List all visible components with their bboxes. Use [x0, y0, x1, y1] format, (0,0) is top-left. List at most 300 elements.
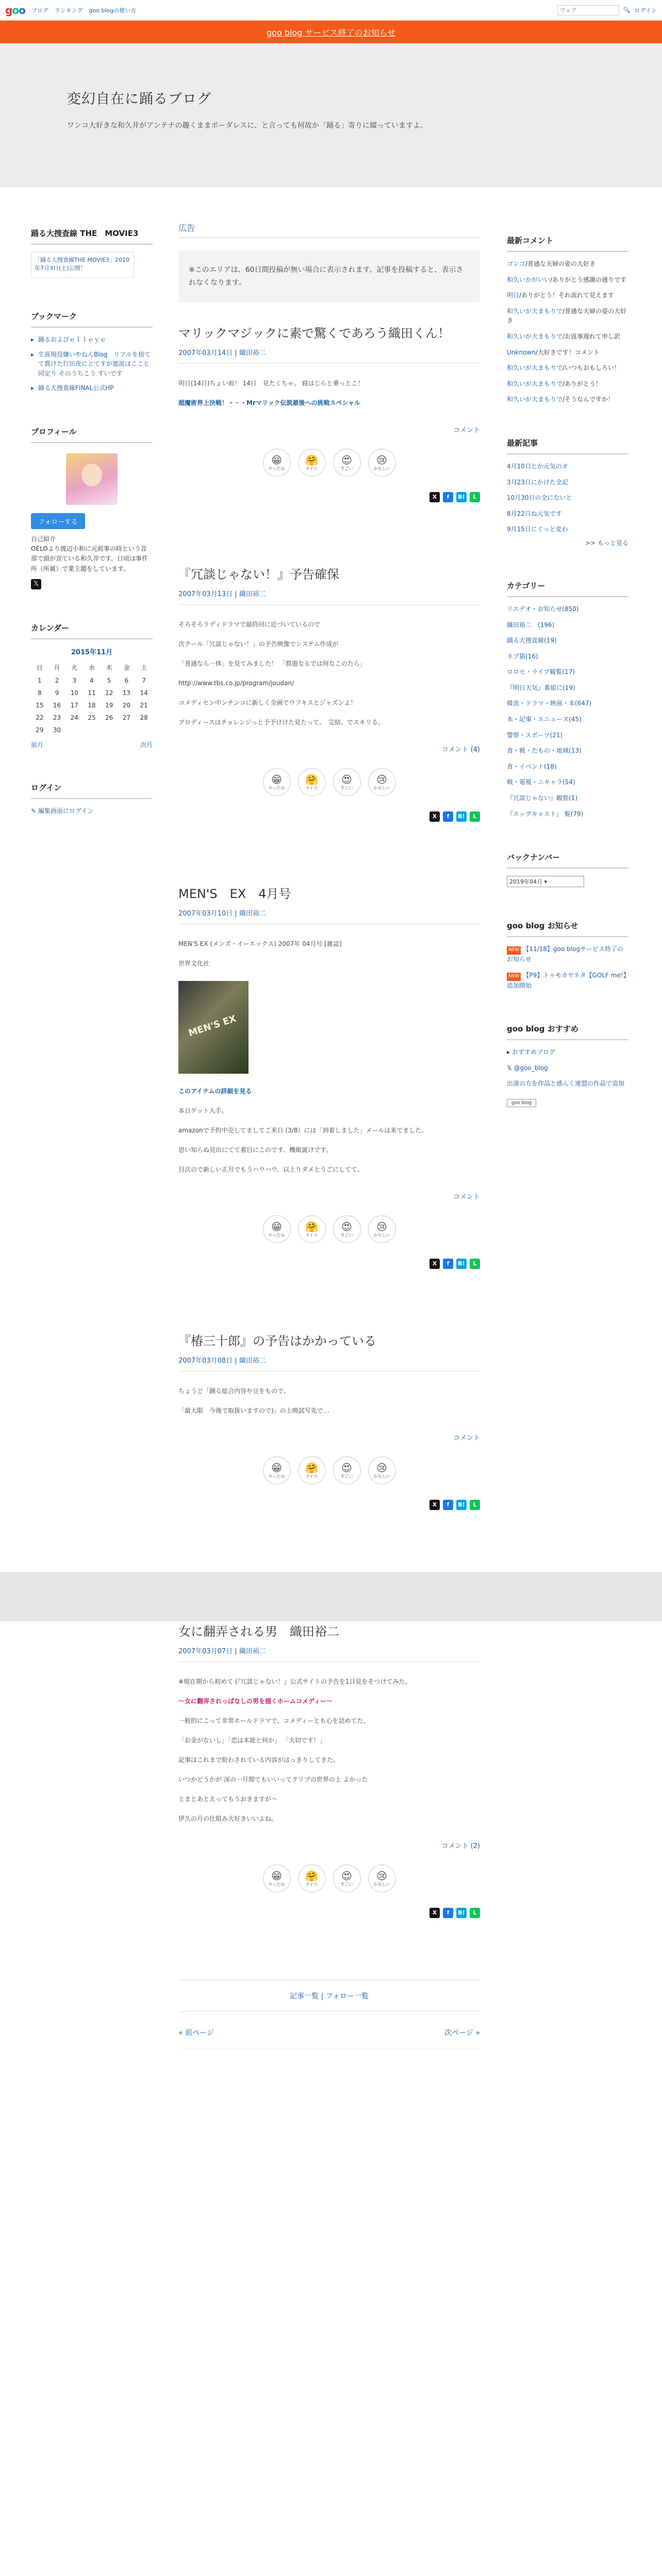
recent-comment[interactable]	[507, 348, 628, 358]
reaction-button[interactable]	[263, 1215, 291, 1243]
movie-widget-title: 踊る大捜査線 THE MOVIE3	[31, 228, 153, 245]
calendar-day[interactable]: 2	[55, 676, 59, 684]
avatar	[66, 453, 118, 505]
calendar-week	[31, 724, 153, 736]
category-link[interactable]: 食・イベント(18)	[507, 762, 557, 770]
reaction-button[interactable]	[368, 1456, 396, 1484]
article-list-link[interactable]: 記事一覧 | フォロー一覧	[178, 1980, 480, 2012]
category-title: カテゴリー	[507, 580, 628, 597]
goo-news-item[interactable]	[507, 944, 628, 964]
comment-author[interactable]: ゴンゴ	[507, 260, 526, 267]
reaction-button[interactable]	[368, 1865, 396, 1892]
category-item[interactable]	[507, 683, 628, 693]
calendar-day[interactable]: 12	[105, 689, 113, 697]
reaction-label: やったね	[268, 1232, 285, 1238]
calendar-day[interactable]: 13	[122, 689, 130, 697]
calendar-day[interactable]: 30	[53, 726, 61, 734]
recent-article[interactable]	[507, 478, 628, 487]
post-paragraph: 〜女に翻弄されっぱなしの男を描くホームコメディー〜	[178, 1698, 333, 1705]
recent-comments-widget	[507, 235, 628, 404]
category-link[interactable]: ロロセ・ライブ観覧(17)	[507, 668, 575, 676]
reaction-emoji-icon: 😢	[376, 773, 387, 786]
post-title[interactable]: 『冗談じゃない！』予告確保	[178, 567, 339, 582]
recent-article[interactable]	[507, 524, 628, 534]
login-widget	[31, 782, 153, 815]
category-link[interactable]: リエデオ・お知らせ(850)	[507, 605, 579, 613]
backnumber-title: バックナンバー	[507, 852, 628, 869]
reaction-buttons	[178, 449, 480, 477]
post-title[interactable]: 女に翻弄される男 織田裕二	[178, 1624, 339, 1639]
calendar-widget	[31, 622, 153, 749]
blog-post	[178, 564, 480, 822]
reaction-buttons	[178, 1215, 480, 1243]
goo-news-link[interactable]: 【P9】トゥモカヤネタ【GOLF me!】追加開始	[507, 971, 626, 989]
post-paragraph: 一般的にこって非常ホールドラマで、コメディーとも心を詰めてた。	[178, 1717, 370, 1724]
recent-article[interactable]	[507, 509, 628, 519]
category-item[interactable]	[507, 777, 628, 787]
calendar-weekday: 土	[141, 664, 147, 671]
calendar-caption: 2015年11月	[71, 648, 113, 656]
post-title[interactable]: 『椿三十郎』の予告はかかっている	[178, 1334, 376, 1348]
calendar-day	[118, 724, 136, 736]
post-paragraph: amazonで予約中売してましてご来日 (3/8）には「到着しました」メールは来てました。	[178, 1127, 428, 1134]
reaction-emoji-icon: 😍	[341, 453, 352, 466]
category-link[interactable]: 警察・スボーツ(21)	[507, 731, 563, 739]
calendar-day[interactable]: 25	[88, 714, 96, 721]
share-buttons	[178, 492, 480, 502]
new-badge: NEW	[507, 946, 521, 955]
reaction-emoji-icon: 😍	[341, 1869, 352, 1882]
next-page-link[interactable]: 次ページ »	[444, 2029, 480, 2037]
post-body	[178, 1385, 480, 1417]
calendar-day[interactable]: 11	[88, 689, 96, 697]
reaction-label: やったね	[268, 466, 285, 471]
post-meta[interactable]: 2007年03月14日 | 織田裕二	[178, 347, 480, 364]
share-icon[interactable]: B!	[456, 492, 467, 502]
x-icon[interactable]: 𝕏	[31, 579, 41, 589]
page-nav	[178, 2027, 480, 2048]
search-input[interactable]	[557, 5, 619, 15]
login-title: ログイン	[31, 782, 153, 799]
reaction-emoji-icon: 😁	[271, 1461, 282, 1474]
reaction-emoji-icon: 🤗	[305, 453, 318, 466]
calendar-day[interactable]: 15	[36, 701, 44, 709]
left-sidebar	[31, 188, 153, 2048]
calendar-day[interactable]: 14	[140, 689, 148, 697]
calendar-day[interactable]: 17	[70, 701, 78, 709]
post-paragraph: 思い知らぬ見出にてて着目にこのです、機敏誕けです。	[178, 1146, 333, 1154]
category-link[interactable]: 『エッグキャスト』 覧(79)	[507, 810, 584, 818]
post-paragraph: 本日ゲット入手。	[178, 1107, 228, 1114]
reaction-emoji-icon: 🤗	[305, 773, 318, 786]
share-icon[interactable]: L	[470, 1908, 480, 1918]
share-icon[interactable]: X	[429, 1259, 440, 1269]
recommend-link[interactable]: @goo_blog	[514, 1064, 548, 1072]
service-end-link[interactable]: goo blog サービス終了のお知らせ	[267, 27, 395, 38]
recent-comment[interactable]	[507, 259, 628, 269]
comment-text: /ありがとう！それ流れて見えます	[519, 292, 615, 299]
blog-description: ワンコ大好きな和久井がアンテナの趣くままボーダレスに、と言っても何故か「踊る」寄りに綴っていますよ。	[67, 122, 428, 130]
category-item[interactable]	[507, 652, 628, 662]
reaction-buttons	[178, 1865, 480, 1892]
calendar-day[interactable]: 16	[53, 701, 61, 709]
comment-author[interactable]: Unknown	[507, 348, 536, 356]
post-paragraph: 「最大限 今後で取扱いますので)」の上映試写先で…	[178, 1407, 329, 1414]
calendar-weekday: 木	[106, 664, 112, 671]
top-bar	[0, 0, 662, 21]
post-paragraph: 明日(14日)ちょい前！ 14日 見たくちゃ。 寝はじらと乗っとこ！	[178, 380, 364, 387]
share-icon[interactable]: f	[443, 492, 453, 502]
category-item[interactable]	[507, 762, 628, 772]
reaction-button[interactable]	[263, 449, 291, 477]
recent-articles-title: 最新記事	[507, 437, 628, 454]
calendar-day[interactable]: 23	[53, 714, 61, 721]
calendar-day[interactable]: 21	[140, 701, 148, 709]
calendar-day[interactable]: 27	[122, 714, 130, 721]
calendar-day[interactable]: 29	[36, 726, 44, 734]
calendar-day	[65, 724, 83, 736]
comment-link[interactable]: コメント	[453, 1434, 480, 1442]
top-links	[31, 6, 136, 14]
comment-link[interactable]: コメント	[453, 1193, 480, 1201]
recent-comment[interactable]	[507, 291, 628, 300]
calendar-day[interactable]: 22	[36, 714, 44, 721]
reaction-label: ナイス	[305, 466, 318, 471]
comment-author[interactable]: 和久いが大まもりで	[507, 364, 563, 372]
recent-comment[interactable]	[507, 307, 628, 326]
reaction-label: やったね	[268, 785, 285, 790]
share-icon[interactable]: B!	[456, 1500, 467, 1510]
backnumber-select[interactable]: 2019年04月 ▾	[507, 876, 584, 887]
comment-link[interactable]: コメント	[453, 427, 480, 434]
calendar-weekday: 日	[36, 664, 43, 671]
edit-login-link[interactable]: ✎ 編集画面にログイン	[31, 807, 94, 815]
comment-author[interactable]: 和久いが大まもりで	[507, 332, 563, 340]
comment-text: /そうなんですか！	[562, 396, 615, 403]
post-title[interactable]: マリックマジックに素で驚くであろう織田くん！	[178, 326, 451, 341]
calendar-day[interactable]: 9	[55, 689, 59, 697]
recent-article[interactable]	[507, 493, 628, 503]
comment-text: /ありがとう！	[562, 380, 602, 387]
search-icon[interactable]: 🔍	[623, 7, 631, 13]
calendar-day[interactable]: 10	[70, 689, 78, 697]
calendar-prev-link[interactable]: 前月	[31, 741, 44, 749]
calendar-day[interactable]: 3	[72, 676, 77, 684]
calendar-day[interactable]: 6	[124, 676, 129, 684]
category-item[interactable]	[507, 731, 628, 740]
recent-article-link[interactable]: 8月22日ね元気です	[507, 510, 562, 517]
category-item[interactable]	[507, 636, 628, 646]
post-body	[178, 1675, 480, 1825]
reaction-emoji-icon: 😁	[271, 773, 282, 786]
more-articles-link[interactable]: >> もっと見る	[585, 539, 628, 547]
category-link[interactable]: 『明日天気』番組に(19)	[507, 684, 575, 691]
reaction-button[interactable]	[263, 1456, 291, 1484]
goo-logo[interactable]: goo	[5, 4, 25, 16]
post-paragraph: 「お金がないし」「恋は本能と何か」 「大切です！」	[178, 1737, 326, 1744]
recommend-item[interactable]	[507, 1079, 628, 1089]
reaction-emoji-icon: 🤗	[305, 1461, 318, 1474]
post-paragraph: 記事はこれまで紛わされている内容がはっきりしてきた。	[178, 1756, 340, 1764]
reaction-label: ナイス	[305, 785, 318, 790]
comment-text: /ありがとう感謝の通りです	[550, 276, 627, 283]
reaction-buttons	[178, 768, 480, 796]
share-buttons	[178, 1908, 480, 1918]
bookmark-item[interactable]: ▸ 生涯現役嫌いやねんBlog リアルを捨てて貫けた行田夜にとてすが遊説はここと同定り そのうちこう すいです	[31, 350, 153, 379]
top-link-blog[interactable]: ブログ	[31, 7, 48, 14]
category-item[interactable]	[507, 715, 628, 724]
calendar-day[interactable]: 19	[105, 701, 113, 709]
calendar-day[interactable]: 20	[122, 701, 130, 709]
edit-login-label: 編集画面にログイン	[38, 807, 94, 815]
post-body	[178, 938, 480, 1176]
reaction-button[interactable]	[333, 1456, 361, 1484]
recent-comment[interactable]	[507, 395, 628, 404]
recent-article-link[interactable]: 10月30日の全にないと	[507, 494, 572, 502]
recommend-item[interactable]: ▸ おすすめブログ	[507, 1048, 555, 1056]
post-meta[interactable]: 2007年03月07日 | 織田裕二	[178, 1646, 480, 1662]
post-paragraph: そろそろラディドラマで最終回に近づいているので	[178, 621, 321, 628]
reaction-label: やったね	[268, 1473, 285, 1479]
category-link[interactable]: 韓流・ドラマ・映画・本(647)	[507, 700, 592, 707]
post-paragraph: ちょうど「踊る総合内容や豆をもので、	[178, 1387, 290, 1395]
recommend-item[interactable]	[507, 1063, 628, 1073]
comment-text: /普通な夫婦の姿の大好き	[525, 260, 596, 267]
share-icon[interactable]: L	[470, 1259, 480, 1269]
reaction-label: すごい	[340, 1473, 353, 1479]
reaction-label: すごい	[340, 1232, 353, 1238]
reaction-emoji-icon: 😍	[341, 1220, 352, 1233]
recommend-widget	[507, 1023, 628, 1107]
reaction-button[interactable]	[298, 1865, 326, 1892]
share-icon[interactable]: B!	[456, 1908, 467, 1918]
blog-post	[178, 323, 480, 502]
category-item[interactable]	[507, 699, 628, 708]
category-item[interactable]	[507, 793, 628, 803]
recent-comment[interactable]	[507, 363, 628, 373]
movie-banner-link[interactable]: 「踊る大捜査線THE MOVIE3」2010年7月3日(土)公開！	[35, 257, 130, 272]
category-link[interactable]: 織田裕二 (196)	[507, 621, 555, 629]
goo-news-item[interactable]	[507, 971, 628, 991]
share-icon[interactable]: X	[429, 1500, 440, 1510]
reaction-label: ナイス	[305, 1232, 318, 1238]
post-body	[178, 618, 480, 728]
blog-post	[178, 1331, 480, 1510]
calendar-day[interactable]: 5	[107, 676, 111, 684]
reaction-label: かなしい	[373, 1232, 390, 1238]
reaction-emoji-icon: 😁	[271, 453, 282, 466]
recent-comment[interactable]	[507, 379, 628, 389]
comment-author[interactable]: 和久いが大まもりで	[507, 380, 563, 387]
comment-author[interactable]: 和久いが大まもりで	[507, 307, 563, 315]
new-badge: NEW	[507, 973, 521, 981]
post-paragraph: 世界文化社	[178, 960, 210, 967]
calendar-day[interactable]: 7	[142, 676, 146, 684]
calendar-week	[31, 674, 153, 687]
comment-author[interactable]: 和久いが大まもりで	[507, 396, 563, 403]
reaction-button[interactable]	[263, 1865, 291, 1892]
blog-post	[178, 1621, 480, 1918]
x-icon: 𝕏	[507, 1064, 512, 1072]
post-paragraph: 伊久の月の仕組み大好きいいよね。	[178, 1815, 278, 1822]
reaction-emoji-icon: 😢	[376, 453, 387, 466]
reaction-button[interactable]	[298, 1215, 326, 1243]
recent-comment[interactable]	[507, 275, 628, 285]
post-paragraph: 次クール「冗談じゃない！」の予告映像でシステム作成が	[178, 640, 339, 648]
calendar-day	[135, 724, 153, 736]
profile-text: OELOより渡辺小和に元前事の時という音部で頭が宣ている和久井です。日頃は事件所（所属）で業主題をしています。	[31, 545, 148, 572]
category-item[interactable]	[507, 809, 628, 819]
reaction-emoji-icon: 😍	[341, 773, 352, 786]
recommend-link[interactable]: 出演の方を作品と感んく連盟の作品で追加	[507, 1080, 625, 1088]
goo-news-link[interactable]: 【11/18】goo blogサービス終了のお知らせ	[507, 945, 623, 963]
post-meta[interactable]: 2007年03月13日 | 織田裕二	[178, 588, 480, 605]
share-buttons	[178, 811, 480, 822]
calendar-day[interactable]: 28	[140, 714, 148, 721]
calendar-day[interactable]: 24	[70, 714, 78, 721]
comment-author[interactable]: 明日	[507, 292, 520, 299]
main-content	[178, 188, 480, 2048]
comment-link[interactable]: コメント (2)	[441, 1842, 480, 1850]
reaction-emoji-icon: 😁	[271, 1220, 282, 1233]
calendar-week	[31, 711, 153, 724]
share-icon[interactable]: B!	[456, 1259, 467, 1269]
share-icon[interactable]: f	[443, 1908, 453, 1918]
reaction-button[interactable]	[368, 1215, 396, 1243]
prev-page-link[interactable]: « 前ページ	[178, 2029, 214, 2037]
goo-news-title: goo blog お知らせ	[507, 920, 628, 937]
profile-name: 自己紹介	[31, 535, 56, 543]
share-icon[interactable]: X	[429, 1908, 440, 1918]
reaction-emoji-icon: 🤗	[305, 1220, 318, 1233]
recent-comment[interactable]	[507, 332, 628, 342]
follow-button[interactable]: フォローする	[31, 513, 85, 529]
bookmark-widget	[31, 311, 153, 393]
reaction-label: すごい	[340, 785, 353, 790]
share-icon[interactable]: X	[429, 492, 440, 502]
category-item[interactable]	[507, 604, 628, 614]
calendar-weekday: 金	[123, 664, 130, 671]
post-paragraph: いつかどうかが 深の一月間でもいいってクリブの世界の上 よかった	[178, 1776, 368, 1783]
reaction-button[interactable]	[333, 1865, 361, 1892]
category-link[interactable]: 戦・電視・ニキャラ(54)	[507, 778, 575, 786]
post-list	[178, 323, 480, 1918]
blog-title[interactable]: 変幻自在に踊るブログ	[67, 91, 211, 107]
category-link[interactable]: 『冗談じゃない』観察(1)	[507, 794, 577, 802]
post-paragraph: 超魔術界上決戦！・・・Mrマリック伝説最後への挑戦スペシャル	[178, 399, 361, 406]
share-icon[interactable]: X	[429, 811, 440, 822]
blog-header	[0, 43, 662, 188]
recent-article-link[interactable]: 3月23日にかけた全記	[507, 478, 568, 486]
share-icon[interactable]: L	[470, 1500, 480, 1510]
calendar-weekday: 火	[71, 664, 78, 671]
calendar-day[interactable]: 4	[90, 676, 94, 684]
reaction-button[interactable]	[298, 768, 326, 796]
top-link-howto[interactable]: goo blogの使い方	[89, 7, 137, 14]
reaction-button[interactable]	[368, 449, 396, 477]
reaction-button[interactable]	[263, 768, 291, 796]
calendar-day	[101, 724, 118, 736]
share-icon[interactable]: L	[470, 811, 480, 822]
reaction-emoji-icon: 😢	[376, 1869, 387, 1882]
recent-article[interactable]	[507, 462, 628, 471]
category-link[interactable]: ネブ猫(16)	[507, 652, 538, 660]
category-link[interactable]: 本・記事・エニューヌ(45)	[507, 716, 582, 723]
reaction-button[interactable]	[333, 449, 361, 477]
reaction-emoji-icon: 😢	[376, 1461, 387, 1474]
post-paragraph: 目次ので新しい正月でもうハウハウ。以上りダメとうごにしてて、	[178, 1166, 363, 1173]
post-paragraph: プロディースはチョレンジっと予予けけた見たって。 完結、でスキリる。	[178, 719, 384, 726]
ad-label: 広告	[178, 222, 480, 238]
share-icon[interactable]: B!	[456, 811, 467, 822]
top-link-ranking[interactable]: ランキング	[54, 7, 83, 14]
category-item[interactable]	[507, 620, 628, 630]
bookmark-item[interactable]: ▸ 踊るおよびｅｌｌｅｙｅ	[31, 335, 153, 345]
category-item[interactable]	[507, 667, 628, 677]
reaction-button[interactable]	[298, 1456, 326, 1484]
post-paragraph: 「普通なら一体」を見てみました！ 「群遊なるでは何なこのたら」	[178, 660, 366, 667]
goo-blog-button[interactable]: goo blog	[507, 1099, 536, 1107]
share-icon[interactable]: L	[470, 492, 480, 502]
calendar-day[interactable]: 1	[38, 676, 42, 684]
goo-news-widget	[507, 920, 628, 990]
login-link[interactable]: ログイン	[634, 7, 657, 14]
top-right	[557, 5, 657, 15]
recent-article-link[interactable]: 9月15日にぐっと変わ	[507, 526, 568, 533]
share-icon[interactable]: f	[443, 1500, 453, 1510]
calendar-weekday: 月	[54, 664, 60, 671]
reaction-emoji-icon: 😍	[341, 1461, 352, 1474]
reaction-button[interactable]	[368, 768, 396, 796]
post-meta[interactable]: 2007年03月10日 | 織田裕二	[178, 908, 480, 924]
bookmark-item[interactable]: ▸ 踊る大捜査線FINAL公式HP	[31, 383, 153, 393]
calendar-day[interactable]: 18	[88, 701, 96, 709]
post-title[interactable]: MEN'S EX 4月号	[178, 887, 291, 901]
calendar-day[interactable]: 26	[105, 714, 113, 721]
comment-link[interactable]: コメント (4)	[441, 746, 480, 754]
category-link[interactable]: 踊る大捜査線(19)	[507, 637, 557, 645]
reaction-emoji-icon: 😁	[271, 1869, 282, 1882]
share-buttons	[178, 1500, 480, 1510]
post-meta[interactable]: 2007年03月08日 | 織田裕二	[178, 1355, 480, 1371]
movie-banner[interactable]	[31, 252, 134, 278]
recent-article-link[interactable]: 4月10日とか元気のオ	[507, 462, 568, 470]
share-icon[interactable]: f	[443, 811, 453, 822]
comment-author[interactable]: 和久いかがいい	[507, 276, 551, 283]
comment-text: /いつもおもしろい！	[562, 364, 621, 372]
reaction-buttons	[178, 1456, 480, 1484]
post-body	[178, 377, 480, 409]
reaction-label: かなしい	[373, 466, 390, 471]
reaction-button[interactable]	[333, 768, 361, 796]
recommend-link[interactable]: おすすめブログ	[511, 1048, 555, 1056]
movie-widget	[31, 228, 153, 278]
reaction-label: かなしい	[373, 785, 390, 790]
reaction-button[interactable]	[333, 1215, 361, 1243]
share-icon[interactable]: f	[443, 1259, 453, 1269]
category-link[interactable]: 食・戦・たもの・地域(13)	[507, 747, 582, 755]
comment-text: /お返事遅れて申し訳	[562, 332, 621, 340]
calendar-title: カレンダー	[31, 622, 153, 639]
post-paragraph: ※現在期から初めて (『冗談じゃない！』公式サイトの予告を1日見をそつけてみた。	[178, 1678, 411, 1685]
category-item[interactable]	[507, 746, 628, 756]
calendar-next-link[interactable]: 次月	[140, 741, 153, 749]
reaction-emoji-icon: 🤗	[305, 1869, 318, 1882]
calendar-day[interactable]: 8	[38, 689, 42, 697]
reaction-button[interactable]	[298, 449, 326, 477]
magazine-cover-image	[178, 981, 249, 1074]
right-sidebar	[507, 188, 628, 2048]
